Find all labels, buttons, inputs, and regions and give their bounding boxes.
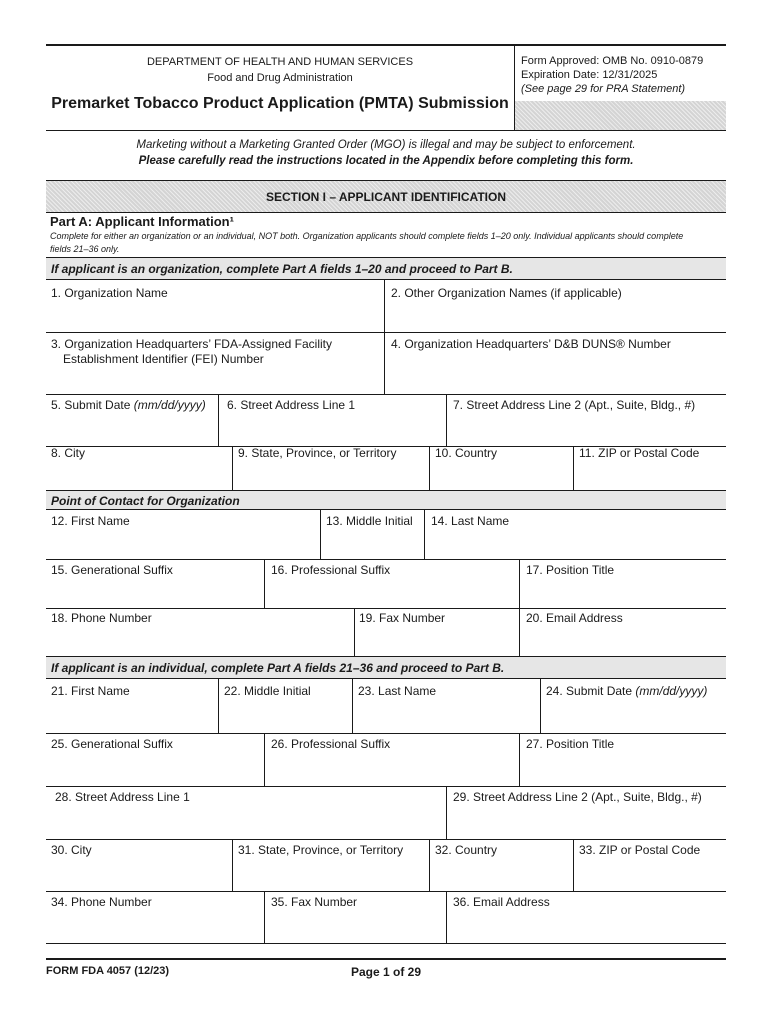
section-header [46, 180, 726, 213]
fda-use-block [515, 101, 726, 130]
field-6-street-address-1[interactable]: 6. Street Address Line 1 [227, 398, 356, 412]
field-14-last-name[interactable]: 14. Last Name [431, 514, 510, 528]
page-number: Page 1 of 29 [350, 965, 422, 979]
field-22-middle-initial[interactable]: 22. Middle Initial [224, 684, 311, 698]
field-3-label-line2: Establishment Identifier (FEI) Number [63, 352, 264, 366]
field-12-first-name[interactable]: 12. First Name [51, 514, 130, 528]
instructions-notice: Please carefully read the instructions located in the Appendix before completing this form. [138, 155, 634, 167]
field-36-email[interactable]: 36. Email Address [453, 895, 550, 909]
organization-banner [46, 257, 726, 280]
department-name: DEPARTMENT OF HEALTH AND HUMAN SERVICES [146, 56, 414, 68]
part-a-title: Part A: Applicant Information¹ [50, 214, 234, 229]
pra-note: (See page 29 for PRA Statement) [521, 83, 686, 95]
organization-banner-text: If applicant is an organization, complete Part A fields 1–20 and proceed to Part B. [51, 262, 513, 276]
individual-banner-text: If applicant is an individual, complete Part A fields 21–36 and proceed to Part B. [51, 661, 505, 675]
field-24-format: (mm/dd/yyyy) [635, 684, 708, 698]
field-15-generational-suffix[interactable]: 15. Generational Suffix [51, 563, 173, 577]
form-title: Premarket Tobacco Product Application (PMTA) Submission [51, 95, 509, 112]
field-13-middle-initial[interactable]: 13. Middle Initial [326, 514, 413, 528]
field-1-organization-name[interactable]: 1. Organization Name [51, 286, 168, 300]
form-id: FORM FDA 4057 (12/23) [46, 965, 170, 977]
top-rule [46, 44, 726, 46]
field-11-zip[interactable]: 11. ZIP or Postal Code [579, 446, 700, 460]
field-10-country[interactable]: 10. Country [435, 446, 498, 460]
omb-number: Form Approved: OMB No. 0910-0879 [521, 55, 704, 67]
field-18-phone[interactable]: 18. Phone Number [51, 611, 152, 625]
field-7-street-address-2[interactable]: 7. Street Address Line 2 (Apt., Suite, Bldg., #) [453, 398, 696, 412]
field-4-duns-number[interactable]: 4. Organization Headquarters’ D&B DUNS® Number [391, 337, 671, 351]
enforcement-notice: Marketing without a Marketing Granted Order (MGO) is illegal and may be subject to enforcement. [136, 139, 636, 151]
section-title: SECTION I – APPLICANT IDENTIFICATION [265, 190, 506, 204]
field-33-zip[interactable]: 33. ZIP or Postal Code [579, 843, 701, 857]
field-17-position-title[interactable]: 17. Position Title [526, 563, 615, 577]
field-16-professional-suffix[interactable]: 16. Professional Suffix [271, 563, 391, 577]
expiration-date: Expiration Date: 12/31/2025 [521, 69, 658, 81]
field-24-label: 24. Submit Date [546, 684, 636, 698]
field-34-phone[interactable]: 34. Phone Number [51, 895, 152, 909]
field-26-professional-suffix[interactable]: 26. Professional Suffix [271, 737, 391, 751]
field-29-street-address-2[interactable]: 29. Street Address Line 2 (Apt., Suite, Bldg., #) [453, 790, 702, 804]
field-9-state[interactable]: 9. State, Province, or Territory [238, 446, 397, 460]
poc-banner-text: Point of Contact for Organization [51, 494, 240, 508]
field-23-last-name[interactable]: 23. Last Name [358, 684, 437, 698]
field-2-other-organization-names[interactable]: 2. Other Organization Names (if applicable) [391, 286, 622, 300]
field-30-city[interactable]: 30. City [51, 843, 92, 857]
field-24-submit-date[interactable] [546, 684, 707, 699]
field-27-position-title[interactable]: 27. Position Title [526, 737, 615, 751]
field-3-fei-number[interactable] [51, 337, 332, 367]
field-31-state[interactable]: 31. State, Province, or Territory [238, 843, 404, 857]
part-a-instructions: Complete for either an organization or an individual, NOT both. Organization applicants should complete fields 1–20 only. Individual applicants should complete fields 21–36 only. [50, 231, 684, 254]
field-21-first-name[interactable]: 21. First Name [51, 684, 130, 698]
field-8-city[interactable]: 8. City [51, 446, 86, 460]
agency-name: Food and Drug Administration [207, 72, 353, 84]
footer-rule [46, 958, 726, 960]
field-28-street-address-1[interactable]: 28. Street Address Line 1 [55, 790, 190, 804]
field-5-submit-date[interactable] [51, 398, 206, 413]
field-19-fax[interactable]: 19. Fax Number [359, 611, 446, 625]
field-35-fax[interactable]: 35. Fax Number [271, 895, 358, 909]
individual-banner [46, 656, 726, 679]
field-20-email[interactable]: 20. Email Address [526, 611, 623, 625]
field-3-label-line1: 3. Organization Headquarters’ FDA-Assigned Facility [51, 337, 333, 351]
field-5-format: (mm/dd/yyyy) [133, 398, 206, 412]
field-32-country[interactable]: 32. Country [435, 843, 498, 857]
poc-banner [46, 490, 726, 510]
field-25-generational-suffix[interactable]: 25. Generational Suffix [51, 737, 173, 751]
field-5-label: 5. Submit Date [51, 398, 134, 412]
header-bottom-rule [46, 130, 726, 131]
